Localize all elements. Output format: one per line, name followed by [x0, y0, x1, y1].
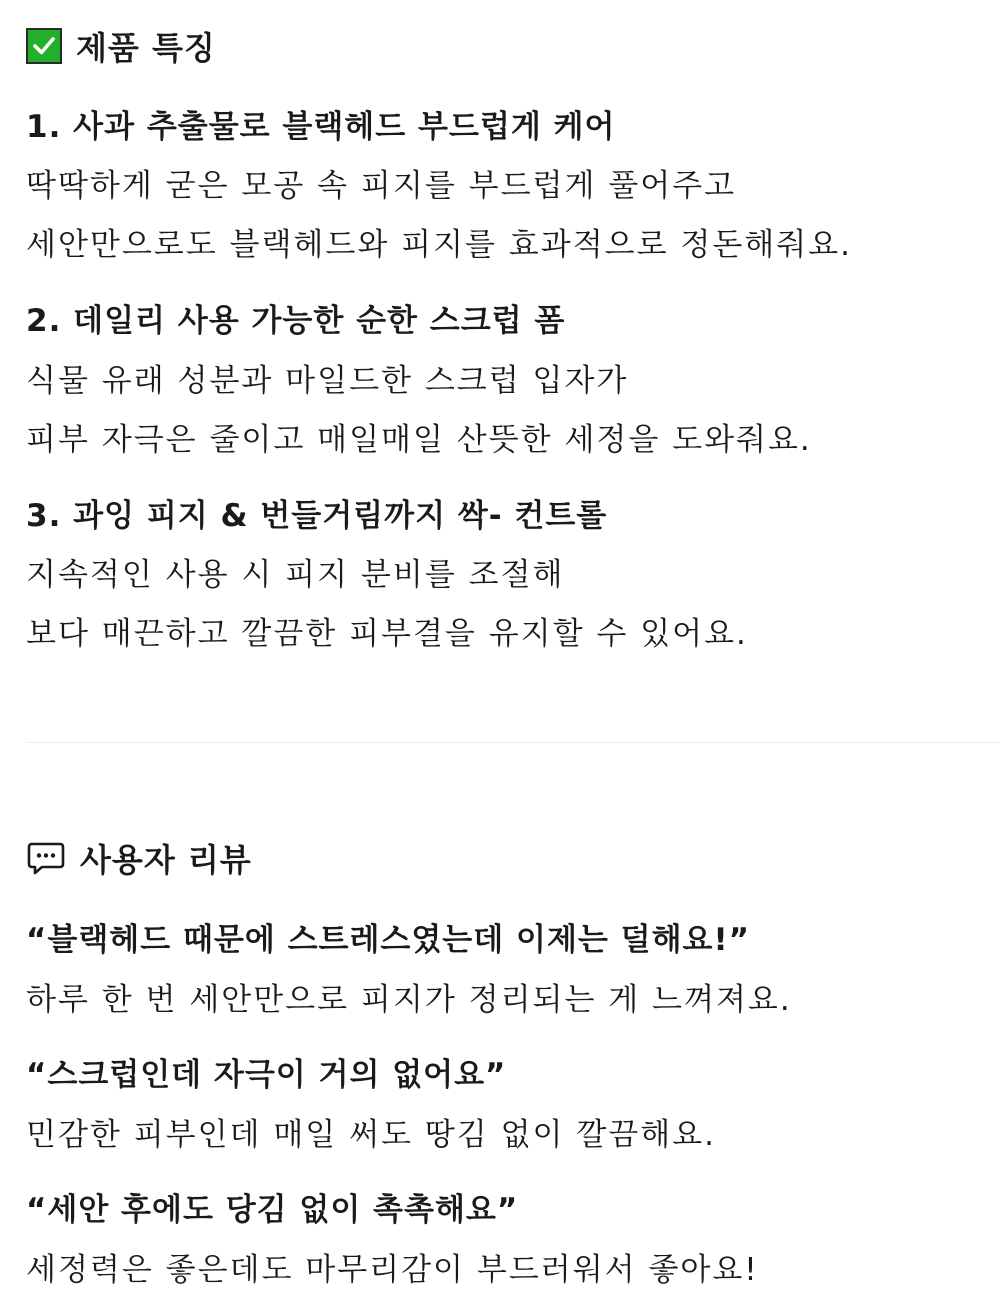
- features-heading: [26, 24, 216, 68]
- check-box-icon: [26, 28, 62, 64]
- features-heading-label: 제품 특징: [76, 29, 216, 67]
- feature-text-1a: 딱딱하게 굳은 모공 속 피지를 부드럽게 풀어주고: [26, 168, 737, 204]
- review-text-1: 하루 한 번 세안만으로 피지가 정리되는 게 느껴져요.: [26, 982, 792, 1018]
- review-quote-1: “블랙헤드 때문에 스트레스였는데 이제는 덜해요!”: [26, 922, 750, 958]
- feature-title-1: 1. 사과 추출물로 블랙헤드 부드럽게 케어: [26, 109, 616, 145]
- review-quote-3: “세안 후에도 당김 없이 촉촉해요”: [26, 1192, 519, 1228]
- review-quote-2: “스크럽인데 자극이 거의 없어요”: [26, 1057, 507, 1093]
- reviews-heading-label: 사용자 리뷰: [80, 841, 252, 879]
- section-divider: [26, 742, 1000, 743]
- reviews-heading: [26, 836, 252, 880]
- feature-title-2: 2. 데일리 사용 가능한 순한 스크럽 폼: [26, 303, 566, 339]
- review-text-3: 세정력은 좋은데도 마무리감이 부드러워서 좋아요!: [26, 1252, 759, 1288]
- feature-text-3a: 지속적인 사용 시 피지 분비를 조절해: [26, 557, 565, 593]
- review-text-2: 민감한 피부인데 매일 써도 땅김 없이 깔끔해요.: [26, 1117, 716, 1153]
- feature-text-1b: 세안만으로도 블랙헤드와 피지를 효과적으로 정돈해줘요.: [26, 227, 852, 263]
- feature-text-2b: 피부 자극은 줄이고 매일매일 산뜻한 세정을 도와줘요.: [26, 422, 812, 458]
- feature-text-3b: 보다 매끈하고 깔끔한 피부결을 유지할 수 있어요.: [26, 616, 748, 652]
- feature-text-2a: 식물 유래 성분과 마일드한 스크럽 입자가: [26, 363, 629, 399]
- speech-bubble-icon: [26, 840, 66, 876]
- feature-title-3: 3. 과잉 피지 & 번들거림까지 싹- 컨트롤: [26, 498, 608, 534]
